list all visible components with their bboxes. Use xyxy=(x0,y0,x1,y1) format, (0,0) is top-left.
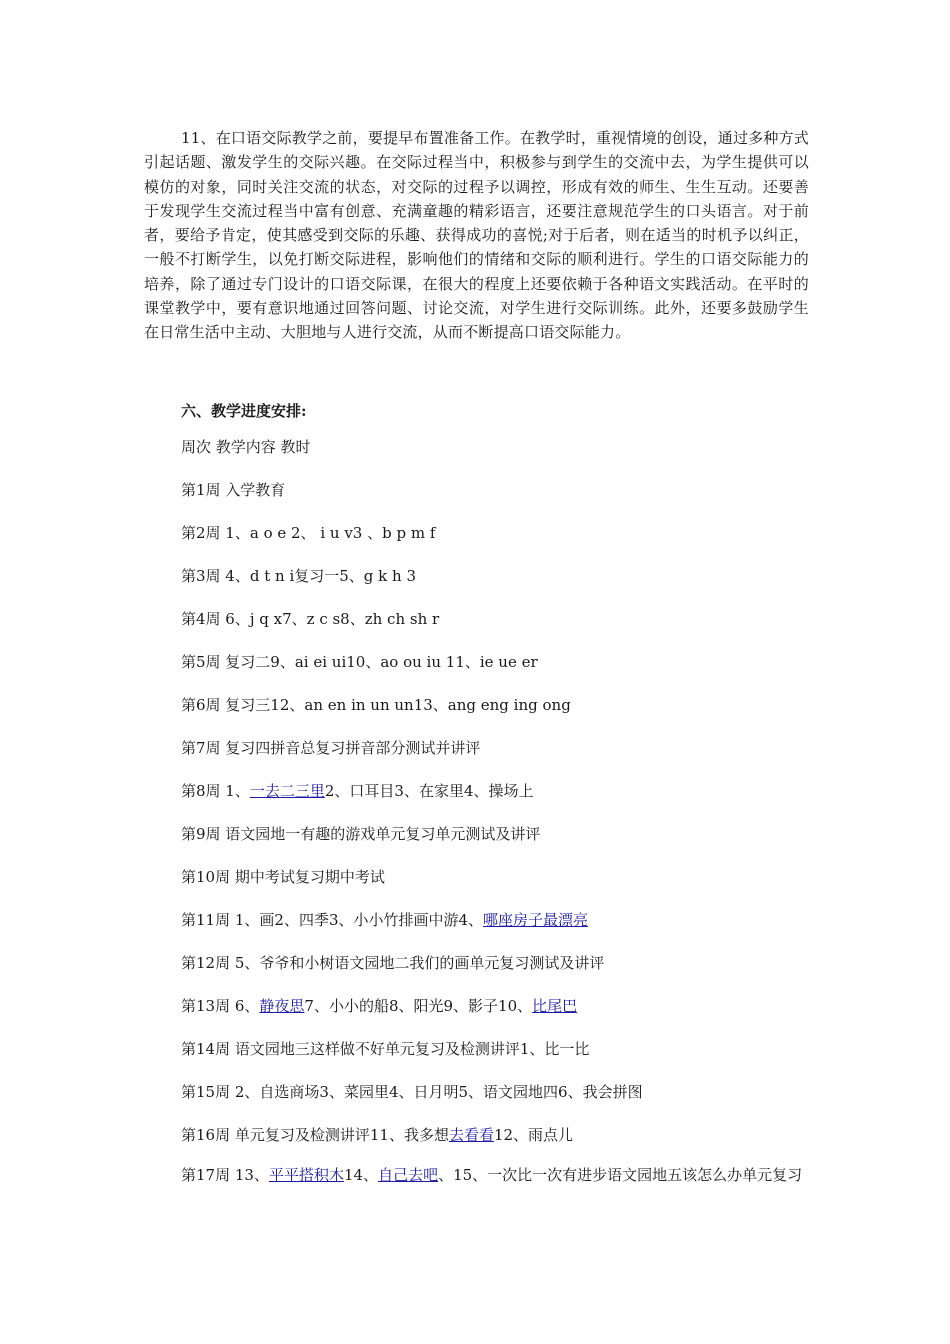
week-17-text-a: 第17周 13、 xyxy=(181,1166,269,1184)
week-17-text-b: 14、 xyxy=(343,1166,379,1184)
intro-paragraph: 11、在口语交际教学之前，要提早布置准备工作。在教学时，重视情境的创设，通过多种方式引起话题、激发学生的交际兴趣。在交际过程当中，积极参与到学生的交流中去，为学生提供可以模仿的对象，同时关注交流的状态，对交际的过程予以调控，形成有效的师生、生生互动。还要善于发现学生交流过程当中富有创意、充满童趣的精彩语言，还要注意规范学生的口头语言。对于前者，要给予肯定，使其感受到交际的乐趣、获得成功的喜悦;对于后者，则在适当的时机予以纠正，一般不打断学生，以免打断交际进程，影响他们的情绪和交际的顺利进行。学生的口语交际能力的培养，除了通过专门设计的口语交际课，在很大的程度上还要依赖于各种语文实践活动。在平时的课堂教学中，要有意识地通过回答问题、讨论交流，对学生进行交际训练。此外，还要多鼓励学生在日常生活中主动、大胆地与人进行交流，从而不断提高口语交际能力。 xyxy=(144,129,809,342)
week-1-row: 第1周 入学教育 xyxy=(181,481,286,499)
link-yiqu-ersanli[interactable]: 一去二三里 xyxy=(249,782,325,800)
week-7-row: 第7周 复习四拼音总复习拼音部分测试并讲评 xyxy=(181,739,481,757)
week-13-text-a: 第13周 6、 xyxy=(181,997,260,1015)
week-16-text-a: 第16周 单元复习及检测讲评11、我多想 xyxy=(181,1126,449,1144)
week-4-row: 第4周 6、j q x7、z c s8、zh ch sh r xyxy=(181,610,440,628)
link-jingyesi[interactable]: 静夜思 xyxy=(259,997,305,1015)
week-11-row xyxy=(181,909,588,930)
week-16-text-b: 12、雨点儿 xyxy=(493,1126,574,1144)
week-17-text-c: 、15、一次比一次有进步语文园地五该怎么办单元复习 xyxy=(438,1166,803,1184)
week-13-row xyxy=(181,995,577,1016)
week-11-text-a: 第11周 1、画2、四季3、小小竹排画中游4、 xyxy=(181,911,484,929)
week-3-row: 第3周 4、d t n i复习一5、g k h 3 xyxy=(181,567,416,585)
week-8-text-b: 2、口耳目3、在家里4、操场上 xyxy=(324,782,534,800)
document-page xyxy=(144,126,809,1184)
week-17-row xyxy=(144,1161,809,1190)
week-15-row: 第15周 2、自选商场3、菜园里4、日月明5、语文园地四6、我会拼图 xyxy=(181,1083,643,1101)
link-nazuo-fangzi[interactable]: 哪座房子最漂亮 xyxy=(483,911,589,929)
week-10-row: 第10周 期中考试复习期中考试 xyxy=(181,868,385,886)
section-heading: 六、教学进度安排: xyxy=(181,402,307,420)
link-pingping-dajimu[interactable]: 平平搭积木 xyxy=(268,1166,344,1184)
week-8-row xyxy=(181,780,534,801)
week-6-row: 第6周 复习三12、an en in un un13、ang eng ing ong xyxy=(181,696,571,714)
link-bi-weiba[interactable]: 比尾巴 xyxy=(532,997,578,1015)
week-12-row: 第12周 5、爷爷和小树语文园地二我们的画单元复习测试及讲评 xyxy=(181,954,605,972)
week-2-row: 第2周 1、a o e 2、 i u v3 、b p m f xyxy=(181,524,436,542)
week-5-row: 第5周 复习二9、ai ei ui10、ao ou iu 11、ie ue er xyxy=(181,653,538,671)
link-ziji-quba[interactable]: 自己去吧 xyxy=(378,1166,439,1184)
week-14-row: 第14周 语文园地三这样做不好单元复习及检测讲评1、比一比 xyxy=(181,1040,590,1058)
week-8-text-a: 第8周 1、 xyxy=(181,782,250,800)
schedule-header-row: 周次 教学内容 教时 xyxy=(181,438,311,456)
week-13-text-b: 7、小小的船8、阳光9、影子10、 xyxy=(304,997,533,1015)
week-9-row: 第9周 语文园地一有趣的游戏单元复习单元测试及讲评 xyxy=(181,825,541,843)
week-16-row xyxy=(181,1124,573,1145)
link-qu-kankan[interactable]: 去看看 xyxy=(448,1126,494,1144)
